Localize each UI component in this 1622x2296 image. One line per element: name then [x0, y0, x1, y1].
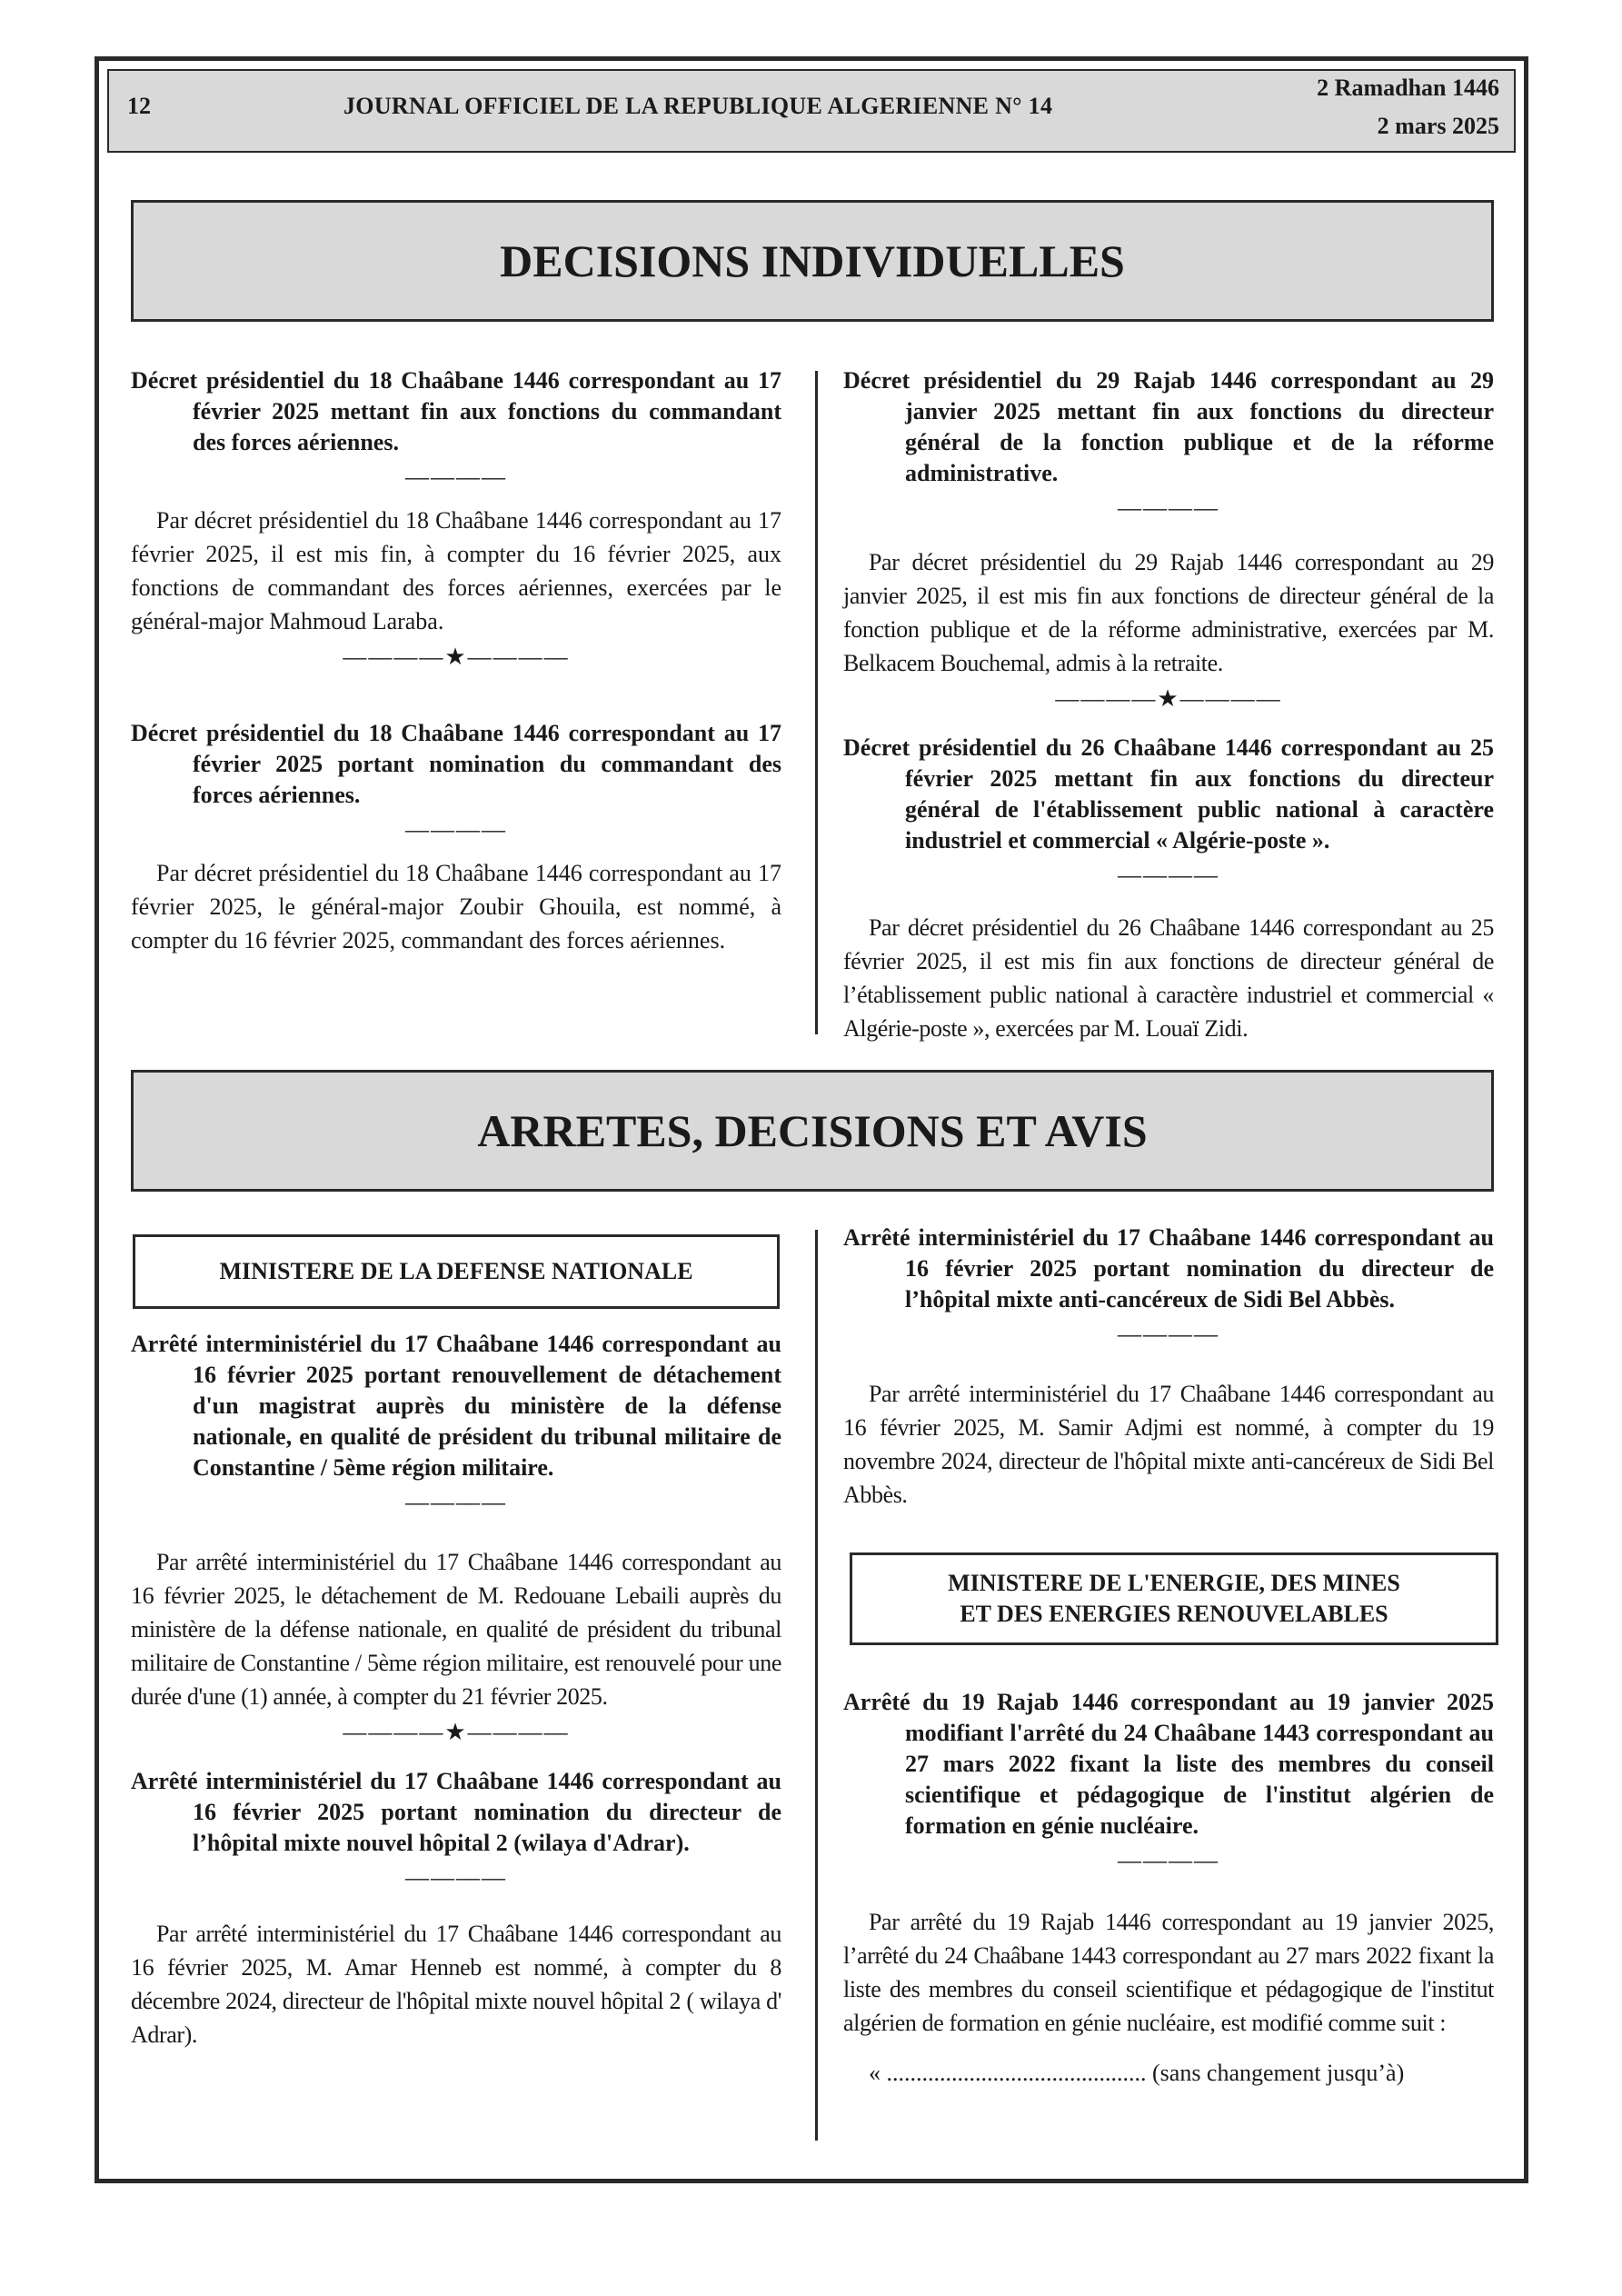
dash-separator: ———— [1118, 494, 1219, 521]
arrete-title: Arrêté interministériel du 17 Chaâbane 1446 correspondant au 16 février 2025 portant nomination du directeur de l’hôpital mixte anti-cancéreux de Sidi Bel Abbès. [843, 1224, 1494, 1313]
date-gregorian: 2 mars 2025 [1377, 113, 1499, 139]
decree-title: Décret présidentiel du 18 Chaâbane 1446 correspondant au 17 février 2025 portant nomination du commandant des forces aériennes. [131, 720, 781, 808]
arrete-title: Arrêté du 19 Rajab 1446 correspondant au 19 janvier 2025 modifiant l'arrêté du 24 Chaâbane 1443 correspondant au 27 mars 2022 fixant la liste des membres du conseil scientifique et pédagogique de l'institut algérien de formation en génie nucléaire. [843, 1689, 1494, 1839]
ministry-energy-box [850, 1552, 1498, 1645]
date-hijri: 2 Ramadhan 1446 [1317, 75, 1499, 101]
dash-separator: ———— [405, 816, 507, 843]
arrete-quote: « ............................................ (sans changement jusqu’à) [869, 2060, 1405, 2086]
journal-header [107, 69, 1516, 153]
column-divider [815, 1230, 818, 2141]
star-separator: ————★———— [343, 644, 570, 670]
decree-body: Par décret présidentiel du 18 Chaâbane 1446 correspondant au 17 février 2025, il est mis fin, à compter du 16 février 2025, aux fonctions de commandant des forces aériennes, exercées par le général-major Mahmoud Laraba. [131, 507, 781, 634]
decree-body: Par décret présidentiel du 18 Chaâbane 1446 correspondant au 17 février 2025, le général-major Zoubir Ghouila, est nommé, à compter du 16 février 2025, commandant des forces aériennes. [131, 860, 781, 953]
decree-title: Décret présidentiel du 26 Chaâbane 1446 correspondant au 25 février 2025 mettant fin aux fonctions du directeur général de l'établissement public national à caractère industriel et commercial « Algérie-poste ». [843, 734, 1494, 854]
decisions-right-column [843, 365, 1494, 1045]
ministry-energy-line1: MINISTERE DE L'ENERGIE, DES MINES [948, 1570, 1400, 1596]
column-divider [815, 371, 818, 1034]
arretes-left-column [131, 1329, 781, 2051]
decisions-left-column [131, 365, 781, 957]
dash-separator: ———— [405, 464, 507, 490]
arrete-body: Par arrêté interministériel du 17 Chaâbane 1446 correspondant au 16 février 2025, M. Samir Adjmi est nommé, à compter du 19 novembre 2024, directeur de l'hôpital mixte anti-cancéreux de Sidi Bel Abbès. [843, 1381, 1494, 1508]
arrete-body: Par arrêté interministériel du 17 Chaâbane 1446 correspondant au 16 février 2025, le détachement de M. Redouane Lebaili auprès du ministère de la défense nationale, en qualité de président du tribunal militaire de Constantine / 5ème région militaire, est renouvelé pour une durée d'une (1) année, à compter du 21 février 2025. [131, 1549, 781, 1710]
dash-separator: ———— [405, 1489, 507, 1515]
journal-title: JOURNAL OFFICIEL DE LA REPUBLIQUE ALGERIENNE N° 14 [343, 93, 1053, 119]
ministry-energy-line2: ET DES ENERGIES RENOUVELABLES [960, 1601, 1388, 1627]
section-title-arretes: ARRETES, DECISIONS ET AVIS [131, 1070, 1494, 1192]
star-separator: ————★———— [1055, 685, 1282, 712]
decree-body: Par décret présidentiel du 26 Chaâbane 1446 correspondant au 25 février 2025, il est mis fin aux fonctions de directeur général de l’établissement public national à caractère industriel et commercial « Algérie-poste », exercées par M. Louaï Zidi. [843, 914, 1494, 1042]
page-number: 12 [127, 93, 151, 119]
arrete-title: Arrêté interministériel du 17 Chaâbane 1446 correspondant au 16 février 2025 portant renouvellement de détachement d'un magistrat auprès du ministère de la défense nationale, en qualité de président du tribunal militaire de Constantine / 5ème région militaire. [131, 1331, 781, 1481]
arrete-body: Par arrêté du 19 Rajab 1446 correspondant au 19 janvier 2025, l’arrêté du 24 Chaâbane 1443 correspondant au 27 mars 2022 fixant la liste des membres du conseil scientifique et pédagogique de l'institut algérien de formation en génie nucléaire, est modifié comme suit : [843, 1909, 1494, 2036]
arrete-body: Par arrêté interministériel du 17 Chaâbane 1446 correspondant au 16 février 2025, M. Amar Henneb est nommé, à compter du 8 décembre 2024, directeur de l'hôpital mixte nouvel hôpital 2 ( wilaya d' Adrar). [131, 1921, 781, 2048]
star-separator: ————★———— [343, 1719, 570, 1745]
ministry-defense-box: MINISTERE DE LA DEFENSE NATIONALE [133, 1234, 780, 1309]
dash-separator: ———— [405, 1864, 507, 1891]
section-title-decisions-individuelles: DECISIONS INDIVIDUELLES [131, 200, 1494, 322]
decree-body: Par décret présidentiel du 29 Rajab 1446 correspondant au 29 janvier 2025, il est mis fin aux fonctions de directeur général de la fonction publique et de la réforme administrative, exercées par M. Belkacem Bouchemal, admis à la retraite. [843, 549, 1494, 676]
decree-title: Décret présidentiel du 29 Rajab 1446 correspondant au 29 janvier 2025 mettant fin aux fonctions du directeur général de la fonction publique et de la réforme administrative. [843, 367, 1494, 486]
dash-separator: ———— [1118, 1847, 1219, 1873]
decree-title: Décret présidentiel du 18 Chaâbane 1446 correspondant au 17 février 2025 mettant fin aux fonctions du commandant des forces aériennes. [131, 367, 781, 455]
arretes-right-column [843, 1223, 1494, 1512]
dash-separator: ———— [1118, 862, 1219, 888]
arrete-title: Arrêté interministériel du 17 Chaâbane 1446 correspondant au 16 février 2025 portant nomination du directeur de l’hôpital mixte nouvel hôpital 2 (wilaya d'Adrar). [131, 1768, 781, 1856]
arretes-right-column-energy [843, 1687, 1494, 2090]
dash-separator: ———— [1118, 1321, 1219, 1347]
